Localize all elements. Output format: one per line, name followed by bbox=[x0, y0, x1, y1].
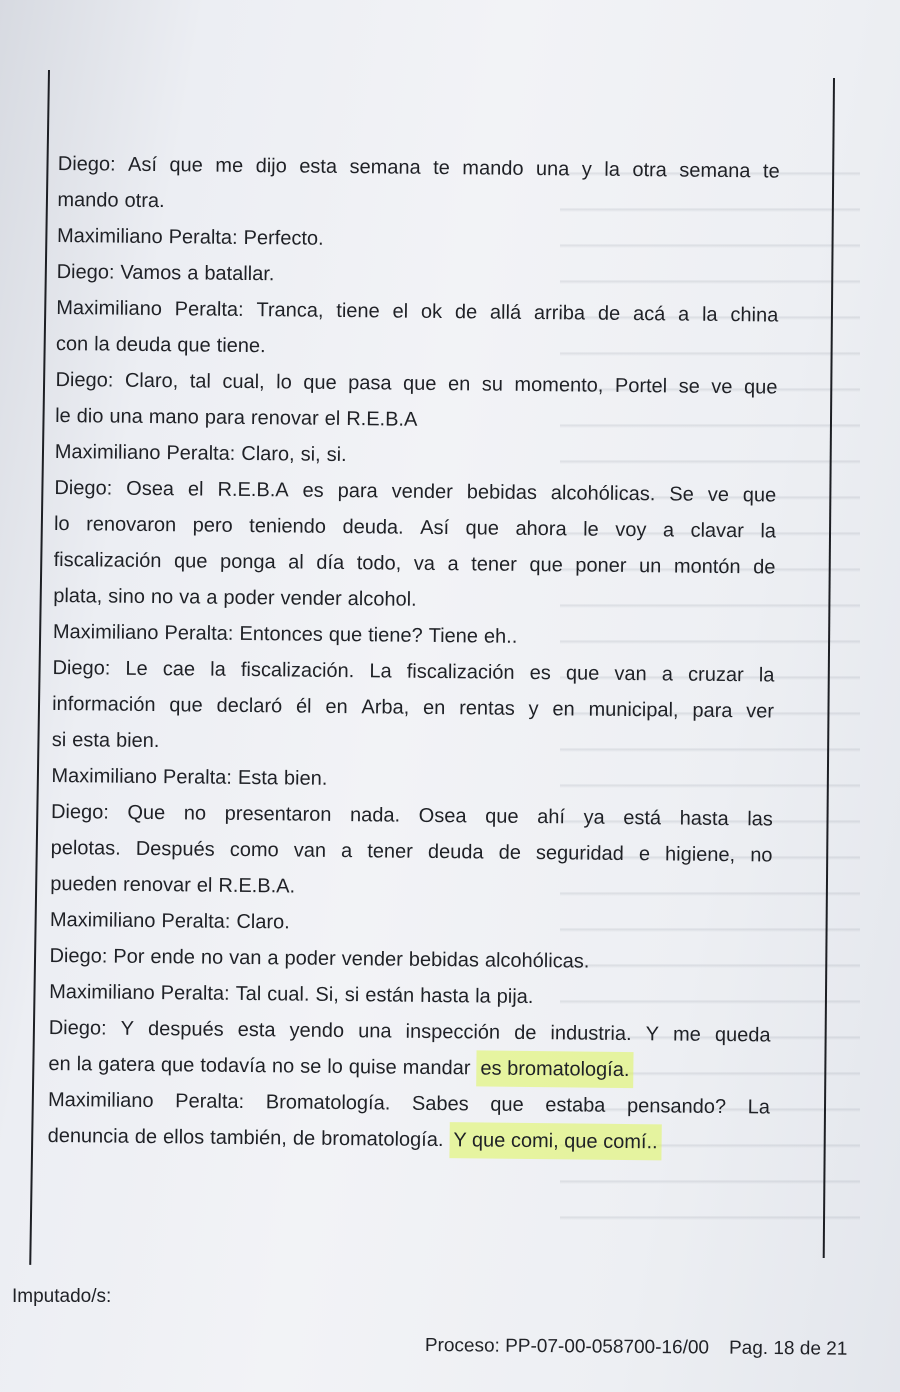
transcript-line: Maximiliano Peralta: Perfecto. bbox=[56, 224, 324, 250]
transcript-line: Diego: Le cae la fiscalización. La fiscalización es que van a cruzar la bbox=[52, 656, 775, 687]
imputado-label: Imputado/s: bbox=[12, 1286, 112, 1307]
transcript-line: Maximiliano Peralta: Tal cual. Si, si están hasta la pija. bbox=[49, 980, 534, 1009]
highlighted-text: Y que comi, que comí.. bbox=[449, 1122, 662, 1160]
transcript-line: fiscalización que ponga al día todo, va a tener que poner un montón de bbox=[53, 548, 776, 579]
highlighted-text: es bromatología. bbox=[476, 1050, 633, 1088]
transcript-line: Maximiliano Peralta: Bromatología. Sabes que estaba pensando? La bbox=[47, 1088, 771, 1119]
transcript-line: si esta bien. bbox=[51, 728, 160, 753]
page-number: Pag. 18 de 21 bbox=[728, 1337, 848, 1360]
transcript-line: pelotas. Después como van a tener deuda de seguridad e higiene, no bbox=[50, 836, 773, 867]
transcript-line: lo renovaron pero teniendo deuda. Así que ahora le voy a clavar la bbox=[53, 512, 777, 543]
page-footer bbox=[425, 1335, 848, 1361]
transcript-line: Maximiliano Peralta: Entonces que tiene? Tiene eh.. bbox=[52, 620, 518, 648]
transcript-line: Diego: Que no presentaron nada. Osea que ahí ya está hasta las bbox=[50, 800, 773, 831]
proceso-number: Proceso: PP-07-00-058700-16/00 bbox=[424, 1335, 710, 1359]
transcript-line: Maximiliano Peralta: Esta bien. bbox=[51, 764, 328, 790]
transcript-line: denuncia de ellos también, de bromatología. Y que comi, que comí.. bbox=[47, 1118, 769, 1162]
transcript-line: Diego: Por ende no van a poder vender bebidas alcohólicas. bbox=[49, 944, 590, 973]
transcript-line: información que declaró él en Arba, en rentas y en municipal, para ver bbox=[52, 692, 775, 723]
transcript-line: le dio una mano para renovar el R.E.B.A bbox=[55, 404, 418, 431]
transcript-line: Diego: Así que me dijo esta semana te mando una y la otra semana te bbox=[57, 152, 780, 183]
transcript-line: Maximiliano Peralta: Claro, si, si. bbox=[54, 440, 347, 467]
transcript-line: en la gatera que todavía no se lo quise mandar es bromatología. bbox=[48, 1046, 770, 1090]
transcript-line: pueden renovar el R.E.B.A. bbox=[50, 872, 296, 898]
transcript-line: Diego: Osea el R.E.B.A es para vender bebidas alcohólicas. Se ve que bbox=[54, 476, 777, 507]
transcript-line: Maximiliano Peralta: Tranca, tiene el ok de allá arriba de acá a la china bbox=[56, 296, 779, 327]
transcript-line: Diego: Vamos a batallar. bbox=[56, 260, 275, 286]
transcript-line: plata, sino no va a poder vender alcohol. bbox=[53, 584, 417, 611]
transcript-line: Diego: Y después esta yendo una inspección de industria. Y me queda bbox=[48, 1016, 771, 1047]
transcript-line: Diego: Claro, tal cual, lo que pasa que en su momento, Portel se ve que bbox=[55, 368, 778, 399]
transcript-body bbox=[47, 146, 780, 1162]
transcript-line: con la deuda que tiene. bbox=[55, 332, 266, 358]
transcript-line: Maximiliano Peralta: Claro. bbox=[49, 908, 290, 934]
transcript-line: mando otra. bbox=[57, 188, 165, 213]
